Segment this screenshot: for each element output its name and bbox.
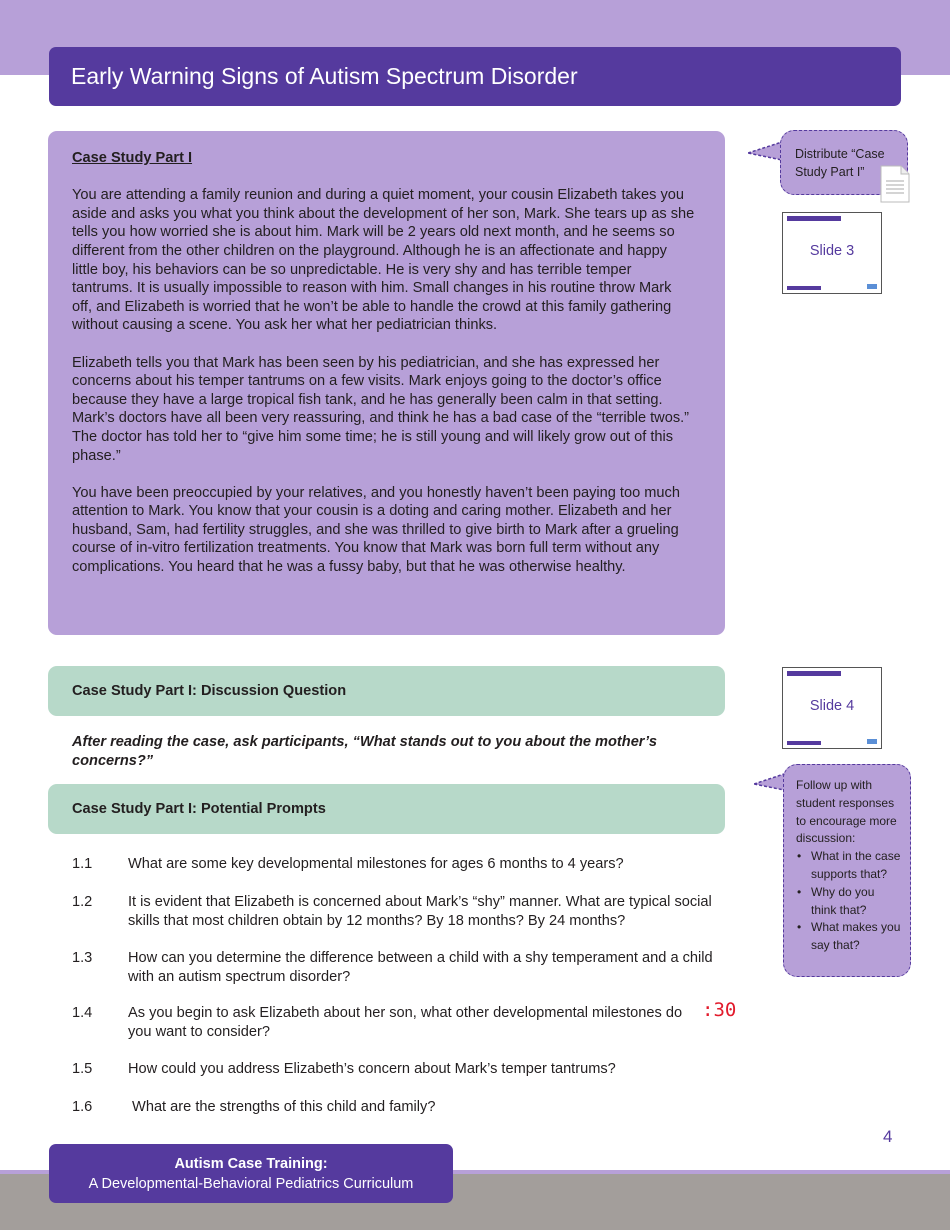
slide-3-thumbnail [782, 212, 882, 294]
slide-logo-icon [867, 284, 877, 289]
followup-bubble [783, 764, 911, 977]
prompt-number: 1.1 [72, 856, 93, 872]
followup-item: • What makes you say that? [796, 919, 902, 955]
footer-box [49, 1144, 453, 1203]
bubble-tail-2 [754, 772, 786, 792]
prompt-item [72, 1004, 722, 1041]
prompt-text: It is evident that Elizabeth is concerned about Mark’s “shy” manner. What are typical social skills that most children obtain by 12 months? By 18 months? By 24 months? [128, 894, 712, 929]
case-study-heading: Case Study Part I [72, 150, 193, 166]
page-title: Early Warning Signs of Autism Spectrum Disorder [71, 63, 578, 89]
slide-footer-bar [787, 286, 821, 290]
slide-4-label: Slide 4 [809, 698, 855, 714]
discussion-question-bar [48, 666, 725, 716]
discussion-instruction: After reading the case, ask participants, “What stands out to you about the mother’s concerns?” [72, 734, 657, 769]
prompt-text: How can you determine the difference between a child with a shy temperament and a child with an autism spectrum disorder? [128, 950, 713, 985]
slide-header-bar [787, 671, 841, 676]
slide-4-thumbnail [782, 667, 882, 749]
distribute-note: Distribute “Case Study Part I” [795, 147, 885, 179]
bubble-tail-1 [748, 140, 784, 162]
footer-line-2: A Developmental-Behavioral Pediatrics Curriculum [88, 1176, 414, 1192]
prompt-item [72, 949, 722, 986]
timer-label: :30 [702, 999, 737, 1021]
prompt-number: 1.3 [72, 950, 93, 966]
page-number: 4 [883, 1127, 893, 1146]
document-icon [880, 165, 910, 203]
case-paragraph-2: Elizabeth tells you that Mark has been seen by his pediatrician, and she has expressed her concerns about his temper tantrums on a few visits. Mark enjoys going to the doctor’s office because they have a large tropical fish tank, and he has generally been calm in that setting. Mark’s doctors have all been very reassuring, and think he has a bad case of the “terrible twos.” The doctor has told her to “give him some time; he is still young and will likely grow out of this phase.” [72, 354, 690, 464]
slide-logo-icon [867, 739, 877, 744]
slide-header-bar [787, 216, 841, 221]
case-paragraph-1: You are attending a family reunion and during a quiet moment, your cousin Elizabeth takes you aside and asks you what you think about the development of her son, Mark. She tears up as she tells you how worried she is about him. Mark will be 2 years old next month, and he seems so different from the other children on the playground. Although he is an affectionate and happy little boy, his behaviors can be so unpredictable. He is very shy and has terrible temper tantrums. It is usually impossible to reason with him. Small changes in his routine throw Mark off, and Elizabeth is worried that he won’t be able to handle the crowd at this family gathering without causing a scene. You ask her what her pediatrician thinks. [72, 187, 695, 334]
prompt-text: As you begin to ask Elizabeth about her son, what other developmental milestones do you want to consider? [128, 1005, 683, 1040]
case-paragraph-3: You have been preoccupied by your relatives, and you honestly haven’t been paying too much attention to Mark. You know that your cousin is a doting and caring mother. Elizabeth and her husband, Sam, had fertility struggles, and she was thrilled to give birth to Mark after a grueling course of in-vitro fertilization treatments. You know that Mark was born full term without any complications. You heard that he was a fussy baby, but that he was otherwise healthy. [72, 484, 680, 576]
prompt-number: 1.6 [72, 1099, 93, 1115]
prompt-number: 1.5 [72, 1061, 93, 1077]
prompt-item [72, 855, 722, 874]
potential-prompts-bar [48, 784, 725, 834]
followup-list [796, 848, 902, 955]
prompt-text: How could you address Elizabeth’s concern about Mark’s temper tantrums? [128, 1061, 616, 1077]
prompt-text: What are some key developmental milestones for ages 6 months to 4 years? [128, 856, 624, 872]
prompt-item [72, 1098, 722, 1117]
title-bar [49, 47, 901, 106]
prompts-heading: Case Study Part I: Potential Prompts [72, 801, 326, 817]
case-study-box [48, 131, 725, 635]
followup-item: • Why do you think that? [796, 884, 902, 920]
prompt-number: 1.2 [72, 894, 93, 910]
slide-footer-bar [787, 741, 821, 745]
followup-intro: Follow up with student responses to encourage more discussion: [796, 778, 897, 846]
slide-3-label: Slide 3 [809, 243, 855, 259]
footer-line-1: Autism Case Training: [174, 1156, 328, 1172]
prompt-item [72, 1060, 722, 1079]
prompt-text: What are the strengths of this child and family? [128, 1099, 436, 1115]
followup-item: • What in the case supports that? [796, 848, 902, 884]
discussion-heading: Case Study Part I: Discussion Question [72, 683, 347, 699]
prompt-number: 1.4 [72, 1005, 93, 1021]
prompt-item [72, 893, 722, 930]
